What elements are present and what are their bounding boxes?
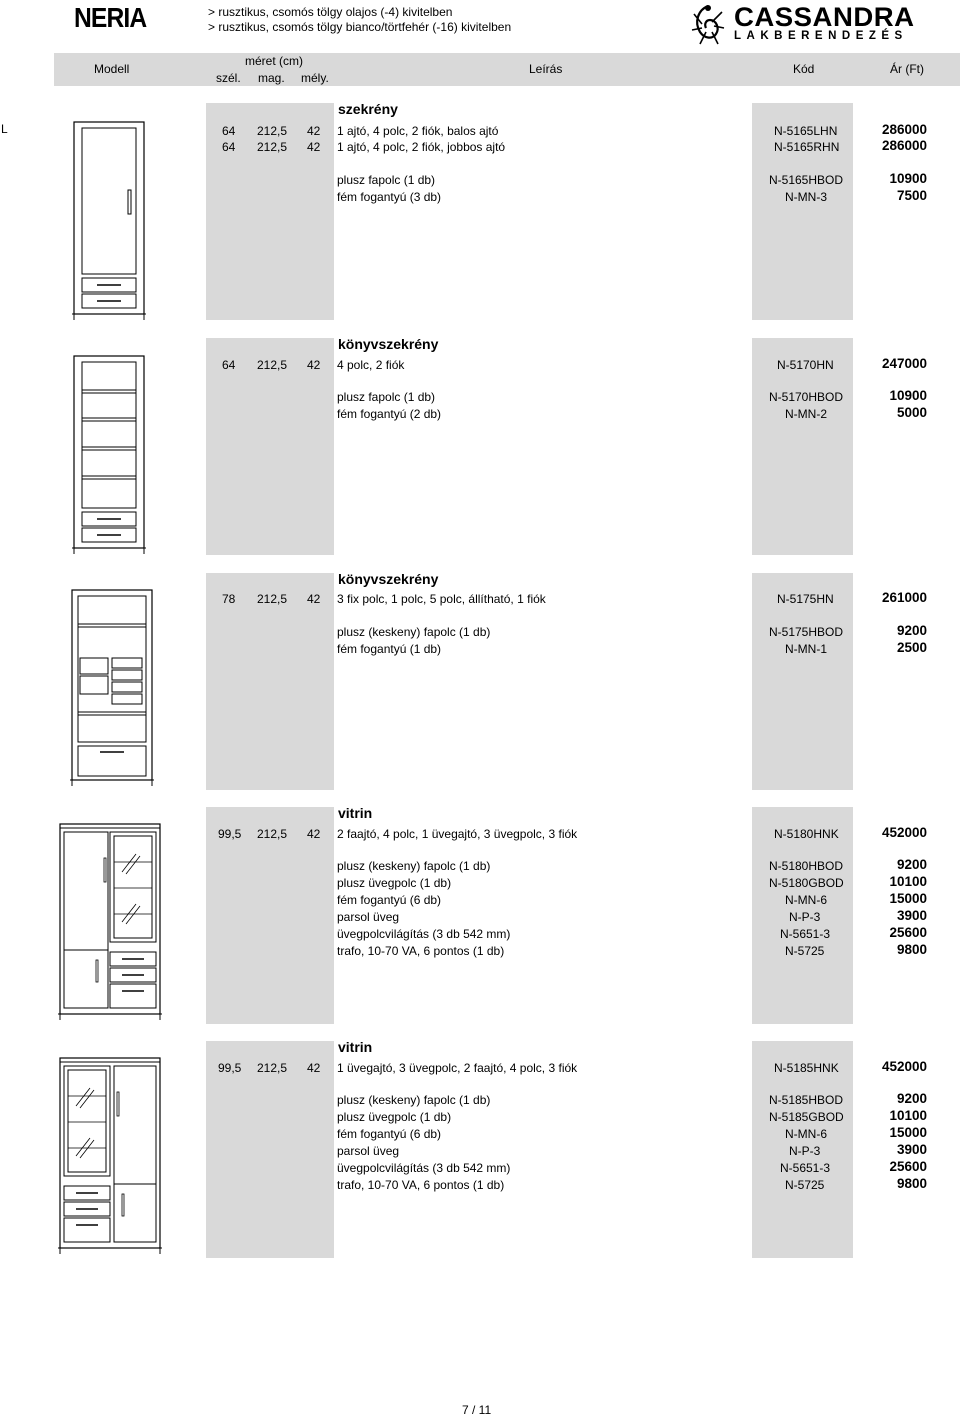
row-description: trafo, 10-70 VA, 6 pontos (1 db) <box>337 944 505 958</box>
row-description: 2 faajtó, 4 polc, 1 üvegajtó, 3 üvegpolc, 3 fiók <box>337 827 578 841</box>
row-code: N-MN-6 <box>785 893 827 907</box>
cassandra-logo: CASSANDRA <box>734 2 915 32</box>
row-price: 25600 <box>889 925 927 940</box>
row-description: 1 üvegajtó, 3 üvegpolc, 2 faajtó, 4 polc, 3 fiók <box>337 1061 578 1075</box>
row-code: N-MN-2 <box>785 407 827 421</box>
row-price: 261000 <box>881 590 927 605</box>
vitrine-drawing-5180 <box>58 822 162 1022</box>
dim-depth: 42 <box>307 124 321 138</box>
row-description: plusz (keskeny) fapolc (1 db) <box>337 859 491 873</box>
row-code: N-5185GBOD <box>769 1110 844 1124</box>
row-description: plusz (keskeny) fapolc (1 db) <box>337 625 491 639</box>
dim-width: 99,5 <box>218 1061 242 1075</box>
row-description: plusz (keskeny) fapolc (1 db) <box>337 1093 491 1107</box>
dim-height: 212,5 <box>257 827 288 841</box>
dim-depth: 42 <box>307 827 321 841</box>
row-description: fém fogantyú (2 db) <box>337 407 442 421</box>
dim-height: 212,5 <box>257 140 288 154</box>
cassandra-emblem-icon <box>686 2 730 48</box>
bookcase-drawing-5170 <box>72 354 146 554</box>
product-title: vitrin <box>338 805 373 821</box>
row-price: 452000 <box>881 1059 927 1074</box>
header-ar: Ár (Ft) <box>890 62 924 76</box>
product-title: vitrin <box>338 1039 373 1055</box>
row-price: 9800 <box>896 1176 927 1191</box>
row-price: 7500 <box>896 188 927 203</box>
row-description: 3 fix polc, 1 polc, 5 polc, állítható, 1 fiók <box>337 592 546 606</box>
row-price: 247000 <box>881 356 927 371</box>
neria-logo: NERIA <box>74 2 147 33</box>
row-description: 4 polc, 2 fiók <box>337 358 405 372</box>
row-code: N-P-3 <box>789 910 821 924</box>
row-description: plusz fapolc (1 db) <box>337 390 436 404</box>
header-kod: Kód <box>793 62 815 76</box>
header-szel: szél. <box>216 71 241 85</box>
header-leiras: Leírás <box>529 62 563 76</box>
row-code: N-5725 <box>785 944 825 958</box>
breadcrumb-2: > rusztikus, csomós tölgy bianco/törtfehér (-16) kivitelben <box>208 20 512 34</box>
row-price: 10900 <box>889 171 927 186</box>
dim-width: 64 <box>222 140 236 154</box>
dim-width: 64 <box>222 358 236 372</box>
side-mark: L <box>1 122 8 136</box>
row-code: N-5725 <box>785 1178 825 1192</box>
dim-height: 212,5 <box>257 592 288 606</box>
row-price: 286000 <box>881 122 927 137</box>
bookcase-drawing-5175 <box>70 588 154 788</box>
row-code: N-P-3 <box>789 1144 821 1158</box>
dim-depth: 42 <box>307 358 321 372</box>
row-code: N-5651-3 <box>780 1161 831 1175</box>
row-code: N-MN-6 <box>785 1127 827 1141</box>
row-code: N-MN-1 <box>785 642 827 656</box>
row-code: N-5185HBOD <box>769 1093 844 1107</box>
row-code: N-5165LHN <box>774 124 838 138</box>
row-description: plusz üvegpolc (1 db) <box>337 1110 452 1124</box>
row-code: N-5651-3 <box>780 927 831 941</box>
row-code: N-5180GBOD <box>769 876 844 890</box>
row-description: 1 ajtó, 4 polc, 2 fiók, jobbos ajtó <box>337 140 506 154</box>
vitrine-drawing-5185 <box>58 1056 162 1256</box>
row-price: 9200 <box>896 623 927 638</box>
row-description: üvegpolcvilágítás (3 db 542 mm) <box>337 1161 511 1175</box>
row-price: 286000 <box>881 138 927 153</box>
row-code: N-5185HNK <box>774 1061 839 1075</box>
dim-height: 212,5 <box>257 1061 288 1075</box>
dim-depth: 42 <box>307 592 321 606</box>
row-description: fém fogantyú (1 db) <box>337 642 442 656</box>
header-mely: mély. <box>301 71 329 85</box>
row-price: 25600 <box>889 1159 927 1174</box>
row-code: N-5170HN <box>777 358 834 372</box>
dim-height: 212,5 <box>257 124 288 138</box>
row-code: N-5170HBOD <box>769 390 844 404</box>
row-code: N-5180HBOD <box>769 859 844 873</box>
row-code: N-5180HNK <box>774 827 839 841</box>
row-price: 9800 <box>896 942 927 957</box>
row-price: 3900 <box>896 908 927 923</box>
row-price: 15000 <box>889 891 927 906</box>
row-description: üvegpolcvilágítás (3 db 542 mm) <box>337 927 511 941</box>
row-description: fém fogantyú (6 db) <box>337 1127 442 1141</box>
row-code: N-5165HBOD <box>769 173 844 187</box>
dim-width: 64 <box>222 124 236 138</box>
table-header-bar <box>54 53 960 86</box>
row-code: N-5175HBOD <box>769 625 844 639</box>
product-title: könyvszekrény <box>338 571 439 587</box>
row-description: parsol üveg <box>337 910 400 924</box>
dim-width: 78 <box>222 592 236 606</box>
row-description: plusz fapolc (1 db) <box>337 173 436 187</box>
row-price: 3900 <box>896 1142 927 1157</box>
row-price: 9200 <box>896 1091 927 1106</box>
cabinet-drawing-5165 <box>72 120 146 320</box>
row-description: 1 ajtó, 4 polc, 2 fiók, balos ajtó <box>337 124 499 138</box>
page-number: 7 / 11 <box>462 1403 492 1417</box>
row-price: 10900 <box>889 388 927 403</box>
dim-depth: 42 <box>307 140 321 154</box>
header-meret: méret (cm) <box>245 54 303 68</box>
dim-height: 212,5 <box>257 358 288 372</box>
row-price: 452000 <box>881 825 927 840</box>
row-price: 5000 <box>896 405 927 420</box>
row-price: 10100 <box>889 874 927 889</box>
row-description: fém fogantyú (3 db) <box>337 190 442 204</box>
row-price: 2500 <box>896 640 927 655</box>
header-modell: Modell <box>94 62 130 76</box>
header-mag: mag. <box>258 71 285 85</box>
breadcrumb-1: > rusztikus, csomós tölgy olajos (-4) kivitelben <box>208 5 453 19</box>
cassandra-subtitle: LAKBERENDEZÉS <box>734 30 908 42</box>
row-description: parsol üveg <box>337 1144 400 1158</box>
row-price: 9200 <box>896 857 927 872</box>
row-code: N-5175HN <box>777 592 834 606</box>
row-description: trafo, 10-70 VA, 6 pontos (1 db) <box>337 1178 505 1192</box>
dim-width: 99,5 <box>218 827 242 841</box>
row-description: plusz üvegpolc (1 db) <box>337 876 452 890</box>
row-price: 10100 <box>889 1108 927 1123</box>
dim-depth: 42 <box>307 1061 321 1075</box>
row-code: N-MN-3 <box>785 190 827 204</box>
row-price: 15000 <box>889 1125 927 1140</box>
row-code: N-5165RHN <box>774 140 840 154</box>
product-title: könyvszekrény <box>338 336 439 352</box>
product-title: szekrény <box>338 101 398 117</box>
row-description: fém fogantyú (6 db) <box>337 893 442 907</box>
